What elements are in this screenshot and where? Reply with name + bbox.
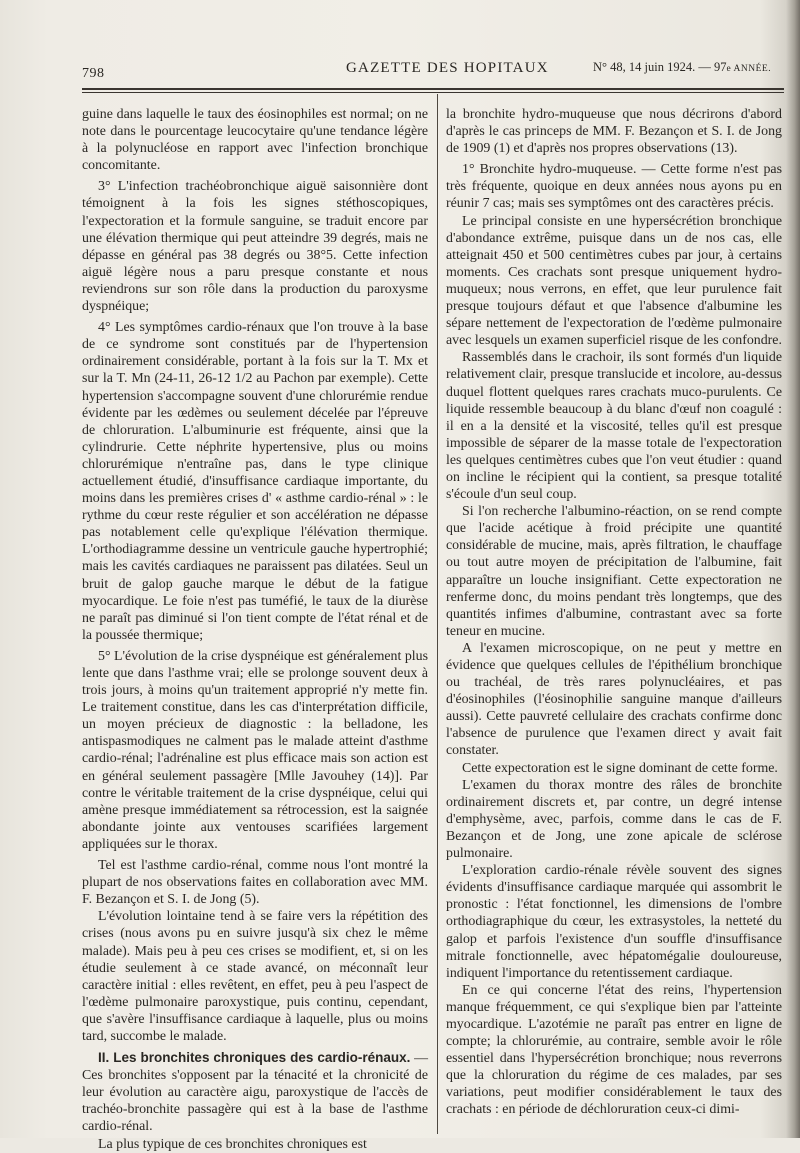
paragraph-text: En ce qui concerne l'état des reins, l'hypertension manque fréquemment, ce qui s'explique bien par l'atteinte myocardique. L'azotémie ne paraît pas entrer en ligne de compte; la chlorurémie, au contraire, semble avoir le rôle essentiel dans l'hypersécrétion bronchique; nous reverrons que la chloruration du régime de ces malades, par ses variations, peut modifier considérablement le taux des crachats : en période de déchloruration ceux-ci dimi- — [446, 982, 782, 1118]
page-number: 798 — [82, 66, 105, 81]
issue-info — [593, 60, 771, 75]
header-rule-bottom — [82, 92, 784, 93]
paragraph — [82, 178, 428, 315]
paragraph — [446, 161, 782, 212]
paragraph-text: L'exploration cardio-rénale révèle souvent des signes évidents d'insuffisance cardiaque marquée qui assombrit le pronostic : l'état fonctionnel, les dimensions de l'ombre orthodiagraphique du cœur, les extrasystoles, la netteté du galop et parfois l'existence d'un souffle d'insuffisance mitrale fonctionnelle, avec hépatomégalie douloureuse, indiquent l'importance du retentissement cardiaque. — [446, 863, 782, 981]
paragraph-text: — Ces bronchites s'opposent par la ténacité et la chronicité de leur évolution au caractère aigu, paroxystique de l'accès de trachéo-bronchite passagère qui est à la base de l'asthme cardio-rénal. — [82, 1051, 428, 1135]
column-divider — [437, 94, 438, 1134]
paragraph — [82, 1136, 428, 1153]
paragraph-text: la bronchite hydro-muqueuse que nous décrirons d'abord d'après le cas princeps de MM. F. Bezançon et S. I. de Jong de 1909 (1) et d'après nos propres observations (13). — [446, 107, 782, 157]
paragraph-text: 1° Bronchite hydro-muqueuse. — Cette forme n'est pas très fréquente, quoique en deux années nous ayons pu en réunir 7 cas; mais ses symptômes ont des caractères précis. — [446, 162, 782, 212]
paragraph-text: L'évolution lointaine tend à se faire vers la répétition des crises (nous avons pu en suivre jusqu'à six chez le même malade). Mais peu à peu ces crises se modifient, et, si on les étudie seulement à ce stade avancé, on méconnaît leur caractère initial : elles revêtent, en effet, peu à peu l'aspect de l'œdème pulmonaire paroxystique, puis continu, cependant, que s'avère l'insuffisance cardiaque à laquelle, plus ou moins tard, succombe le malade. — [82, 909, 428, 1044]
paragraph — [82, 1049, 428, 1135]
paragraph-text: L'examen du thorax montre des râles de bronchite ordinairement discrets et, par contre, un degré intense d'emphysème, avec, parfois, comme dans le cas de F. Bezançon et de Jong, une zone apicale de sclérose pulmonaire. — [446, 777, 782, 862]
paragraph-text: Rassemblés dans le crachoir, ils sont formés d'un liquide relativement clair, presque translucide et incolore, au-dessus duquel flottent quelques rares crachats muco-purulents. Ce liquide ressemble beaucoup à du blanc d'œuf non coagulé : il en a la densité et la viscosité, telles qu'il est presque impossible de séparer de la masse totale de l'expectoration les quelques centimètres cubes que l'on veut étudier : quand on incline le récipient qui la contient, sa presque totalité s'écoule d'un seul coup. — [446, 350, 782, 503]
paragraph-text: 5° L'évolution de la crise dyspnéique est généralement plus lente que dans l'asthme vrai; elle se prolonge souvent deux à trois jours, à moins qu'un traitement approprié n'y mette fin. Le traitement constitue, dans les cas d'interprétation difficile, un moyen précieux de diagnostic : la belladone, les antispasmodiques ne calment pas le malade atteint d'asthme cardio-rénal; l'adrénaline est plus efficace mais son action est en général seulement passagère [Mlle Javouhey (14)]. Par contre le véritable traitement de la crise dyspnéique, celui qui amène presque immédiatement sa rétrocession, est la saignée abondante jointe aux ventouses scarifiées largement appliquées sur le thorax. — [82, 648, 428, 852]
paragraph — [82, 908, 428, 1045]
paragraph-text: La plus typique de ces bronchites chroniques est — [98, 1136, 367, 1152]
paragraph — [446, 106, 782, 157]
right-column — [446, 106, 782, 1119]
paragraph — [446, 349, 782, 503]
paragraph — [82, 106, 428, 174]
journal-title: GAZETTE DES HOPITAUX — [346, 60, 549, 76]
header-rule-top — [82, 88, 784, 90]
paragraph — [446, 760, 782, 777]
section-heading: II. Les bronchites chroniques des cardio-rénaux. — [98, 1050, 411, 1066]
paragraph-text: A l'examen microscopique, on ne peut y mettre en évidence que quelques cellules de l'épithélium bronchique ou trachéal, de très rares polynucléaires, et pas d'éosinophiles (l'éosinophilie sanguine manque d'ailleurs aussi). Cette pauvreté cellulaire des crachats confirme donc l'absence de purulence que l'examen direct y avait fait constater. — [446, 640, 782, 759]
paragraph-text: Tel est l'asthme cardio-rénal, comme nous l'ont montré la plupart de nos observations faites en collaboration avec MM. F. Bezançon et S. I. de Jong (5). — [82, 858, 428, 908]
paragraph — [82, 319, 428, 644]
left-column — [82, 106, 428, 1153]
paragraph-text: 4° Les symptômes cardio-rénaux que l'on trouve à la base de ce syndrome sont constitués par de l'hypertension ordinairement considérable, portant à la fois sur la T. Mx et sur la T. Mn (24-11, 26-12 1/2 au Pachon par exemple). Cette hypertension s'accompagne souvent d'une chlorurémie rendue évidente par les œdèmes ou seulement décelée par l'épreuve de chloruration. L'albuminurie est fréquente, ainsi que la cylindrurie. Cette néphrite hypertensive, plus ou moins chlorurémique n'entraîne pas, dans le type clinique actuellement étudié, d'insuffisance cardiaque importante, du moins dans les premières crises d' « asthme cardio-rénal » : le rythme du cœur reste régulier et son accélération ne dépasse pas notablement celle qu'explique l'élévation thermique. L'orthodiagramme dessine un ventricule gauche hypertrophié; mais les cavités cardiaques ne paraissent pas dilatées. Seul un bruit de galop gauche marque le début de la fatigue myocardique. Le foie n'est pas tuméfié, le taux de la diurèse ne paraît pas diminué si l'on tient compte de l'état rénal et de la poussée thermique; — [82, 320, 428, 643]
paragraph-text: guine dans laquelle le taux des éosinophiles est normal; on ne note dans le pourcentage leucocytaire qu'une tendance légère à la polynucléose en rapport avec l'infection bronchique concomitante. — [82, 107, 428, 174]
paragraph-text: 3° L'infection trachéobronchique aiguë saisonnière dont témoignent à la fois les signes stéthoscopiques, l'expectoration et la formule sanguine, se traduit encore par une élévation thermique qui peut atteindre 39 degrés, mais ne dépasse en général pas 38 degrés ou 38°5. Cette infection aiguë légère nous a paru presque constante et nous reviendrons sur son rôle dans la production du paroxysme dyspnéique; — [82, 179, 428, 315]
paragraph — [446, 777, 782, 862]
paragraph — [82, 857, 428, 908]
paragraph — [446, 862, 782, 982]
paragraph-text: Le principal consiste en une hypersécrétion bronchique d'abondance extrême, puisque dans un de nos cas, elle atteignait 450 et 500 centimètres cubes par jour, à certains moments. Ces crachats sont presque uniquement hydro-muqueux; nous verrons, en effet, que leur purulence fait presque toujours défaut et que l'absence d'albumine les sépare nettement de l'expectoration de l'œdème pulmonaire avec lesquels un examen superficiel risque de les confondre. — [446, 213, 782, 349]
issue-date: N° 48, 14 juin 1924. — 97 — [593, 60, 727, 74]
issue-year: e ANNÉE. — [726, 64, 772, 74]
page-header — [82, 56, 784, 82]
paragraph — [446, 213, 782, 350]
paragraph-text: Cette expectoration est le signe dominant de cette forme. — [462, 760, 778, 776]
paragraph-text: Si l'on recherche l'albumino-réaction, on se rend compte que l'acide acétique à froid précipite une quantité considérable de mucine, mais, après filtration, le chauffage ou tout autre moyen de précipitation de l'albumine, fait apparaître un louche insignifiant. Cette expectoration ne renferme donc, du moins pendant très longtemps, que des quantités infimes d'albumine, contrastant avec sa forte teneur en mucine. — [446, 504, 782, 639]
paragraph — [446, 640, 782, 760]
page-edge-shadow — [786, 0, 800, 1138]
paragraph — [446, 982, 782, 1119]
paragraph — [82, 648, 428, 853]
paragraph — [446, 503, 782, 640]
